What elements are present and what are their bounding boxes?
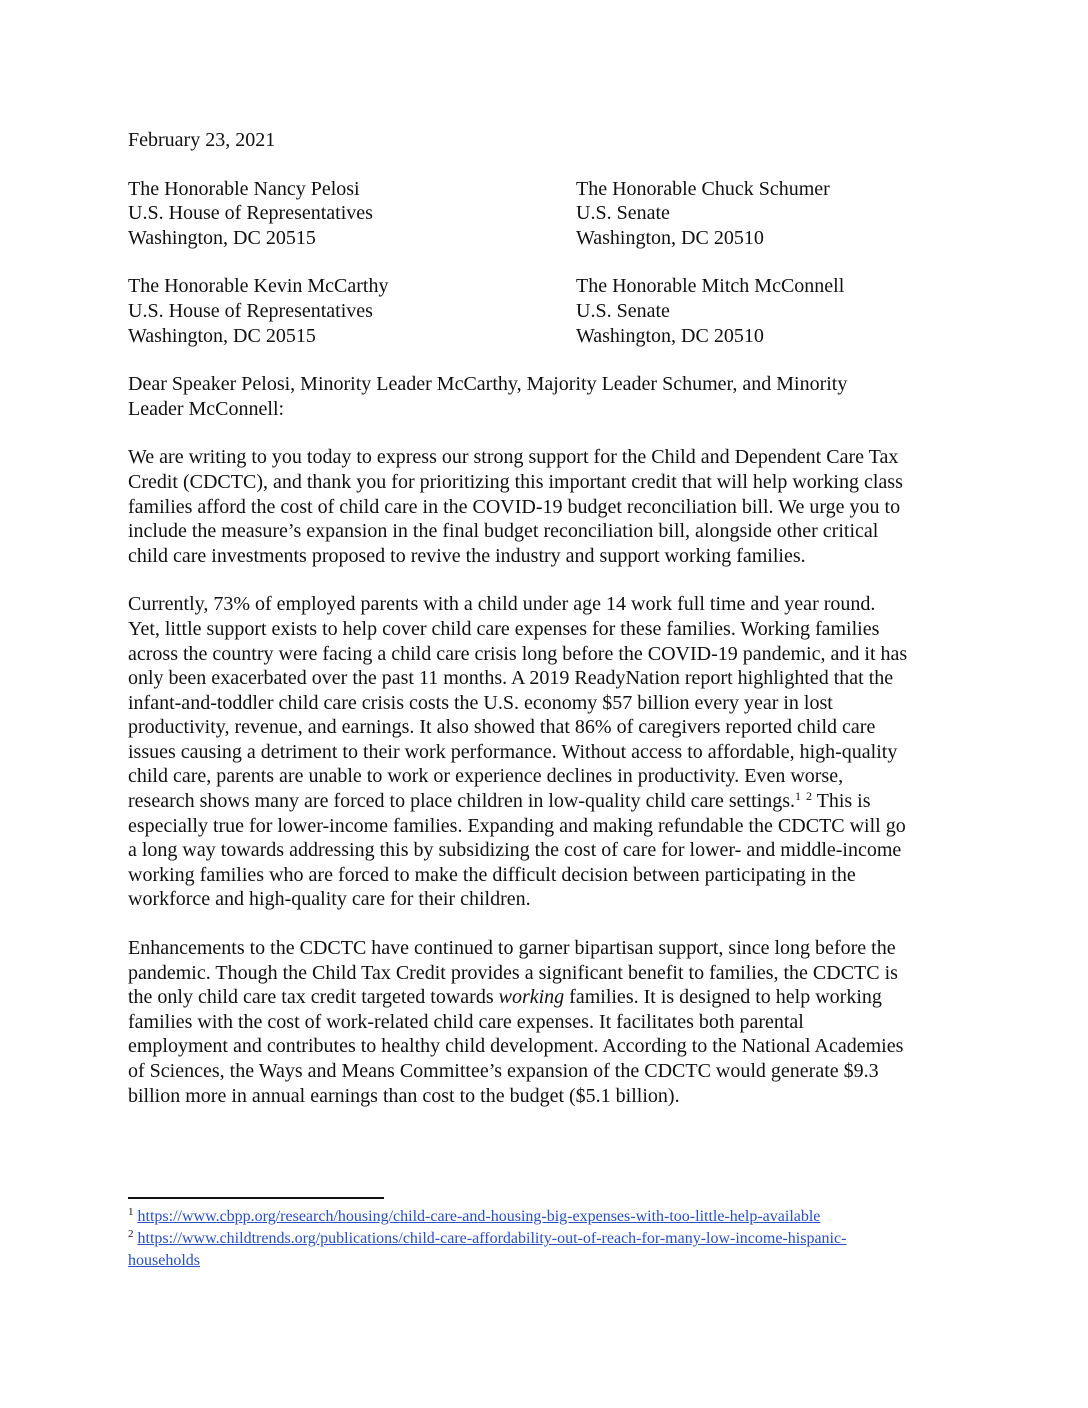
paragraph-line: workforce and high-quality care for their children. (128, 888, 531, 911)
paragraph-line: Currently, 73% of employed parents with a child under age 14 work full time and year round. (128, 593, 876, 616)
paragraph-line: families with the cost of work-related child care expenses. It facilitates both parental (128, 1010, 804, 1033)
paragraph-line: productivity, revenue, and earnings. It also showed that 86% of caregivers reported child care (128, 716, 876, 739)
footnote-ref-2[interactable]: 2 (805, 789, 812, 804)
addressee-city: Washington, DC 20515 (128, 324, 316, 347)
addressee-mcconnell (576, 274, 960, 348)
addressee-mccarthy (128, 274, 576, 348)
addressee-office: U.S. House of Representatives (128, 299, 373, 322)
emphasis-working: working (498, 986, 565, 1009)
footnote-link[interactable]: https://www.childtrends.org/publications/child-care-affordability-out-of-reach-for-many-low-income-hispanic- (137, 1230, 847, 1247)
paragraph-line: families afford the cost of child care in the COVID-19 budget reconciliation bill. We urge you to (128, 495, 901, 518)
paragraph-support (128, 445, 960, 568)
addressee-city: Washington, DC 20510 (576, 226, 764, 249)
paragraph-line: Enhancements to the CDCTC have continued to garner bipartisan support, since long before the (128, 937, 896, 960)
paragraph-line: child care, parents are unable to work or experience declines in productivity. Even worse, (128, 765, 844, 788)
addressee-office: U.S. House of Representatives (128, 202, 373, 225)
paragraph-line-with-footnotes (128, 789, 960, 814)
salutation-line: Dear Speaker Pelosi, Minority Leader McCarthy, Majority Leader Schumer, and Minority (128, 373, 848, 396)
addressee-name: The Honorable Chuck Schumer (576, 177, 830, 200)
addressee-schumer (576, 177, 960, 251)
paragraph-line: issues causing a detriment to their work performance. Without access to affordable, high-quality (128, 740, 898, 763)
addressee-city: Washington, DC 20515 (128, 226, 316, 249)
paragraph-line-with-emphasis (128, 985, 960, 1010)
paragraph-line: infant-and-toddler child care crisis costs the U.S. economy $57 billion every year in lost (128, 691, 833, 714)
footnote-ref-1[interactable]: 1 (794, 789, 801, 804)
addressee-row-1 (128, 177, 960, 251)
addressee-office: U.S. Senate (576, 202, 670, 225)
footnote-number: 2 (128, 1228, 134, 1240)
paragraph-line: include the measure’s expansion in the final budget reconciliation bill, alongside other critical (128, 520, 879, 543)
footnote-number: 1 (128, 1206, 134, 1218)
paragraph-line: pandemic. Though the Child Tax Credit provides a significant benefit to families, the CDCTC is (128, 961, 898, 984)
paragraph-line: child care investments proposed to revive the industry and support working families. (128, 544, 806, 567)
footnote-1 (128, 1206, 960, 1228)
paragraph-text: the only child care tax credit targeted towards (128, 986, 499, 1009)
paragraph-text: research shows many are forced to place children in low-quality child care settings. (128, 790, 795, 813)
paragraph-line: across the country were facing a child care crisis long before the COVID-19 pandemic, and it has (128, 642, 908, 665)
footnote-link-continuation[interactable]: households (128, 1252, 200, 1269)
paragraph-text: This is (811, 790, 871, 813)
paragraph-line: working families who are forced to make the difficult decision between participating in the (128, 863, 856, 886)
paragraph-line: only been exacerbated over the past 11 months. A 2019 ReadyNation report highlighted that the (128, 667, 894, 690)
footnote-divider (128, 1197, 384, 1199)
paragraph-line: Yet, little support exists to help cover child care expenses for these families. Working families (128, 617, 880, 640)
salutation-line: Leader McConnell: (128, 397, 285, 420)
paragraph-line: a long way towards addressing this by subsidizing the cost of care for lower- and middle-income (128, 839, 902, 862)
footnote-link[interactable]: https://www.cbpp.org/research/housing/child-care-and-housing-big-expenses-with-too-little-help-available (137, 1208, 821, 1225)
paragraph-line: Credit (CDCTC), and thank you for prioritizing this important credit that will help working class (128, 470, 903, 493)
letter-date: February 23, 2021 (128, 129, 276, 151)
salutation (128, 372, 960, 421)
footnotes (128, 1206, 960, 1272)
paragraph-statistics (128, 592, 960, 912)
addressee-row-2 (128, 274, 960, 348)
paragraph-line: We are writing to you today to express our strong support for the Child and Dependent Care Tax (128, 446, 899, 469)
footnote-2 (128, 1228, 960, 1272)
addressee-office: U.S. Senate (576, 299, 670, 322)
addressee-name: The Honorable Nancy Pelosi (128, 177, 360, 200)
paragraph-line: employment and contributes to healthy child development. According to the National Academies (128, 1035, 904, 1058)
paragraph-bipartisan (128, 936, 960, 1108)
addressee-name: The Honorable Kevin McCarthy (128, 275, 389, 298)
paragraph-line: of Sciences, the Ways and Means Committee’s expansion of the CDCTC would generate $9.3 (128, 1060, 879, 1082)
addressee-name: The Honorable Mitch McConnell (576, 275, 845, 298)
paragraph-line: especially true for lower-income families. Expanding and making refundable the CDCTC will go (128, 814, 906, 837)
paragraph-text: families. It is designed to help working (564, 986, 882, 1009)
paragraph-line: billion more in annual earnings than cost to the budget ($5.1 billion). (128, 1084, 680, 1107)
addressee-city: Washington, DC 20510 (576, 324, 764, 347)
addressee-pelosi (128, 177, 576, 251)
letter-body (128, 128, 960, 1132)
